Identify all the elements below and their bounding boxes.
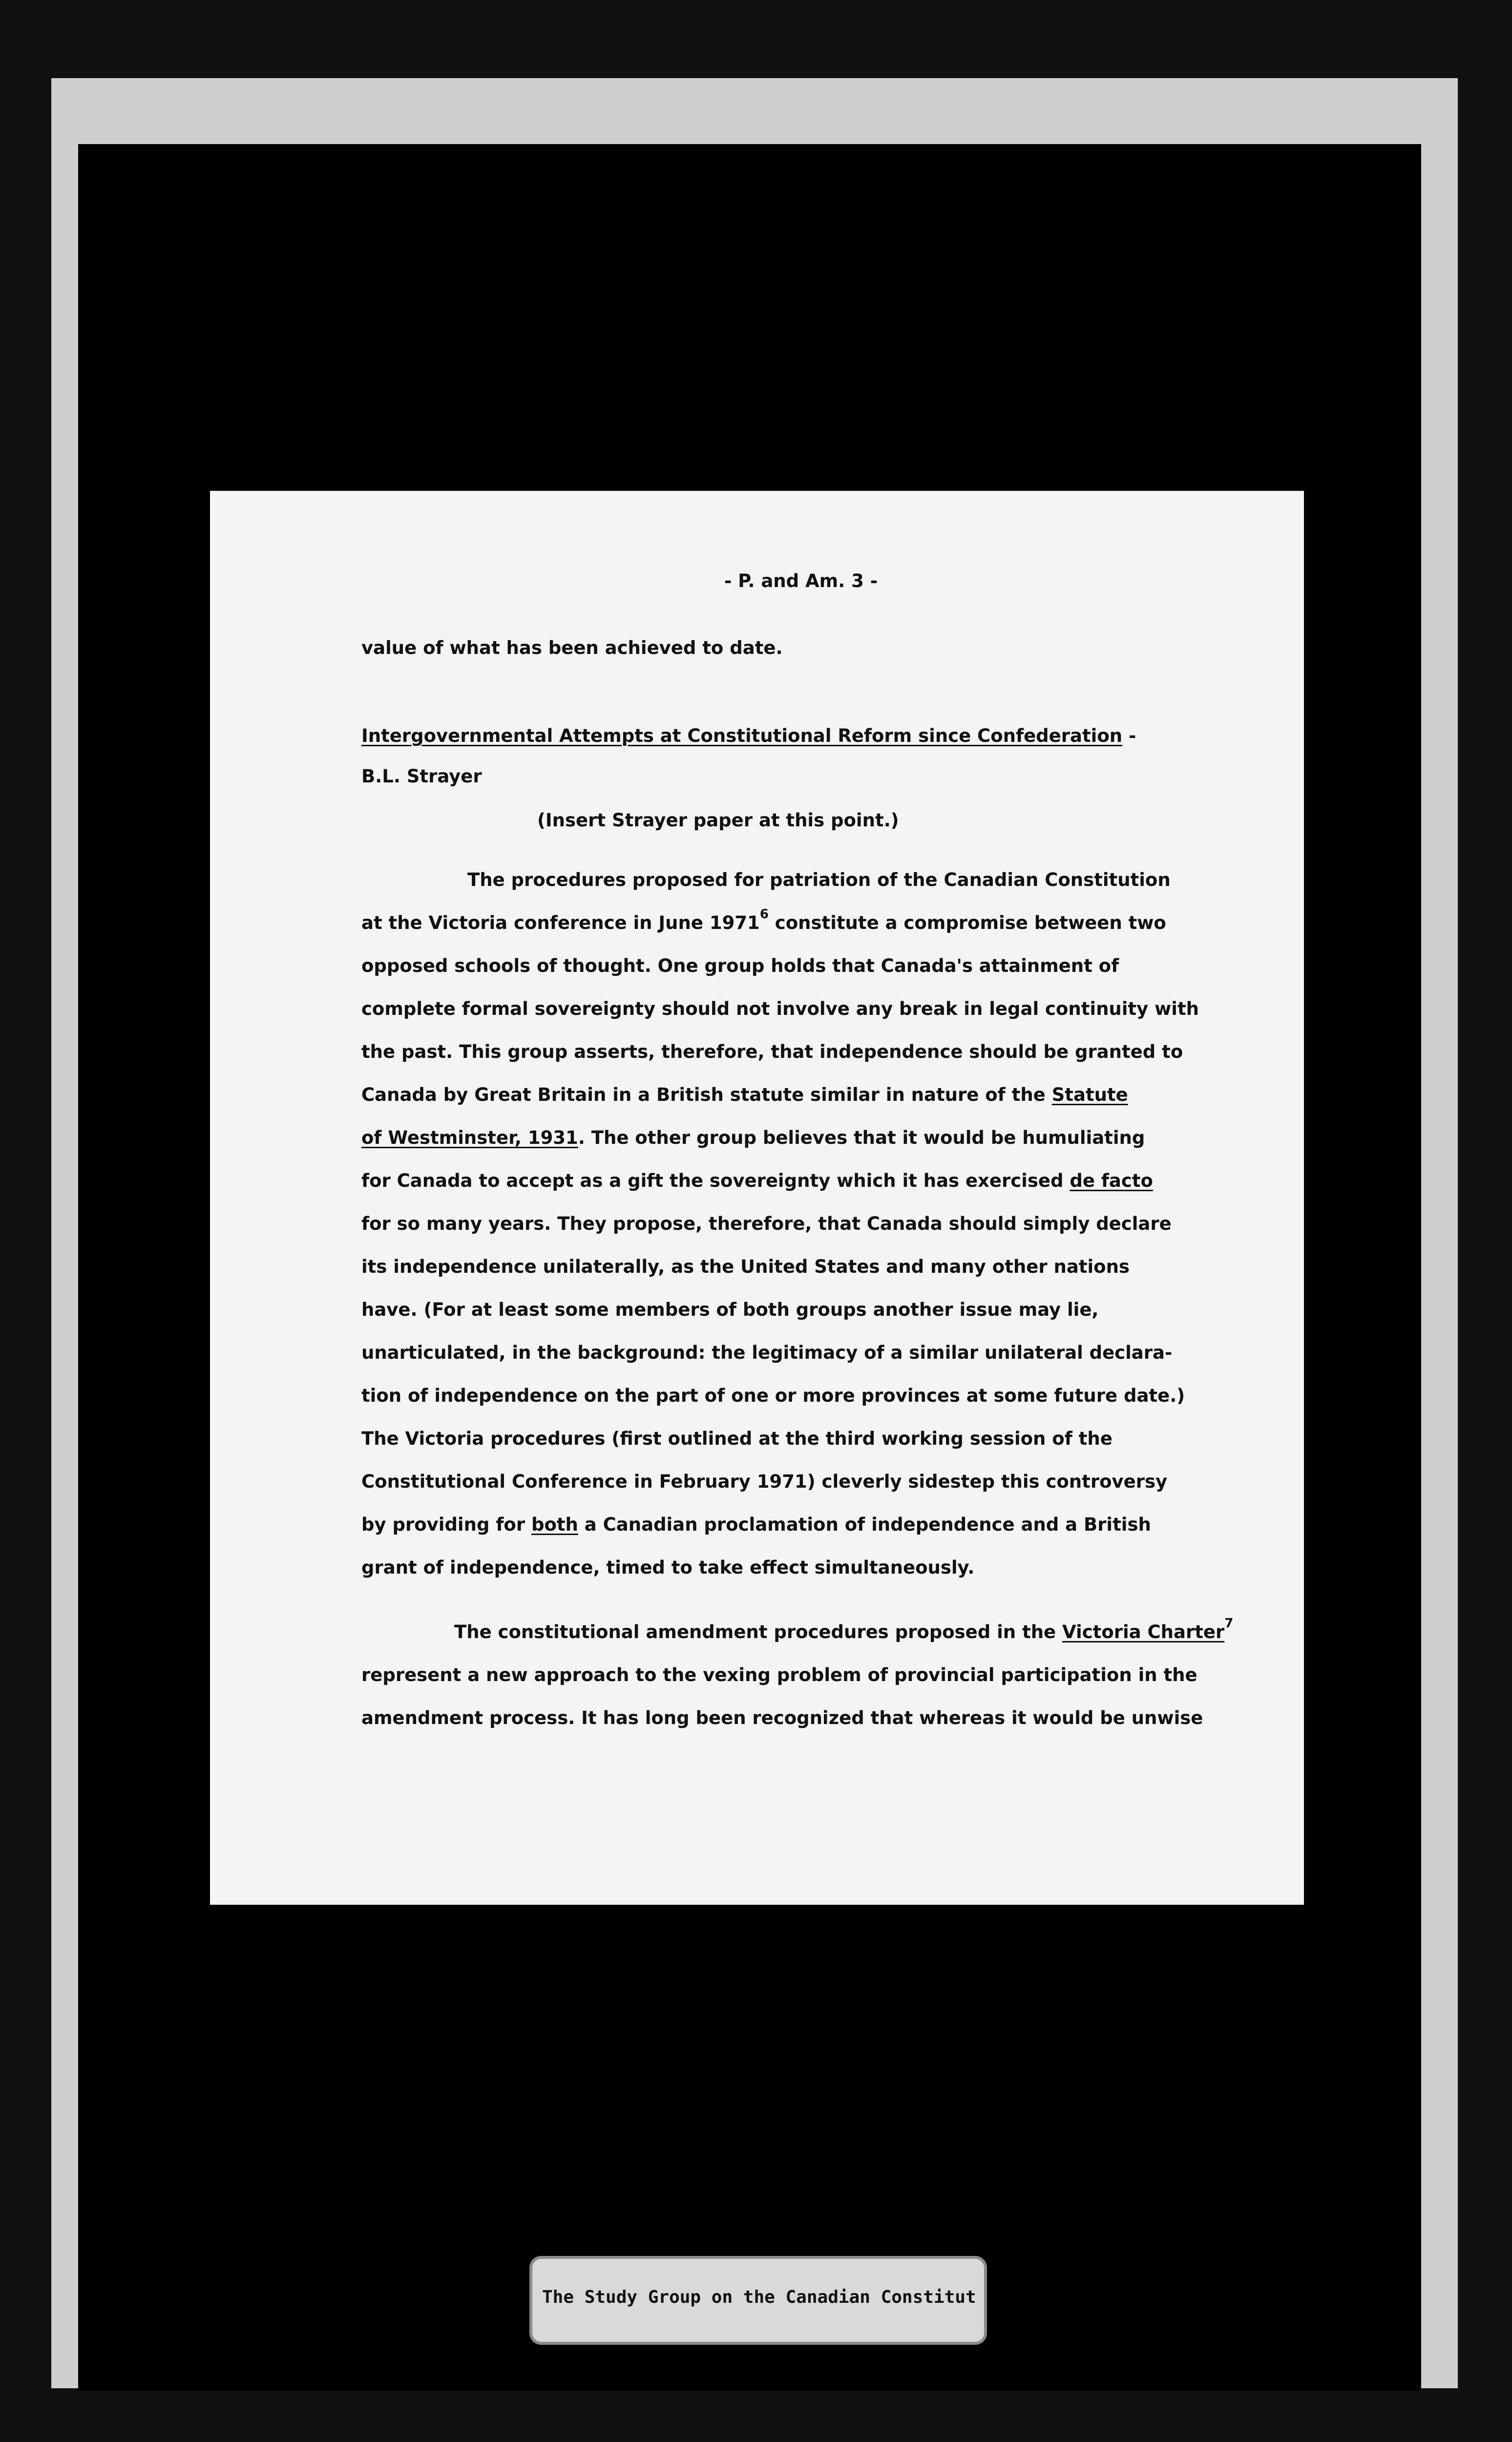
paragraph-2-line: The constitutional amendment procedures proposed in the Victoria Charter$^7$ xyxy=(454,1616,1234,1642)
paragraph-1-line: The procedures proposed for patriation of the Canadian Constitution xyxy=(467,869,1171,890)
paragraph-1-line: The Victoria procedures (first outlined at the third working session of the xyxy=(361,1428,1113,1449)
page-header: - P. and Am. 3 - xyxy=(724,570,878,591)
archive-label-text: The Study Group on the Canadian Constitut xyxy=(542,2287,976,2307)
underlined-statute-cont: of Westminster, 1931 xyxy=(361,1127,578,1148)
underlined-both: both xyxy=(531,1514,578,1535)
archive-label xyxy=(532,2259,984,2342)
paragraph-1-line: at the Victoria conference in June 1971$^6$ constitute a compromise between two xyxy=(361,907,1166,933)
paragraph-1-line: its independence unilaterally, as the United States and many other nations xyxy=(361,1256,1130,1277)
paragraph-1-line: Constitutional Conference in February 1971) cleverly sidestep this controversy xyxy=(361,1471,1168,1492)
paragraph-2-line: amendment process. It has long been recognized that whereas it would be unwise xyxy=(361,1707,1203,1728)
paragraph-1-line: by providing for both a Canadian proclamation of independence and a British xyxy=(361,1514,1151,1535)
footnote-marker-7: 7 xyxy=(1224,1616,1234,1631)
heading-title: Intergovernmental Attempts at Constitutional Reform since Confederation xyxy=(361,725,1123,746)
document-text xyxy=(361,491,1240,1905)
underlined-de-facto: de facto xyxy=(1070,1170,1153,1191)
paragraph-1-line: the past. This group asserts, therefore, that independence should be granted to xyxy=(361,1041,1183,1062)
section-heading xyxy=(361,725,1136,747)
opening-line: value of what has been achieved to date. xyxy=(361,637,783,658)
paragraph-1-line: of Westminster, 1931. The other group believes that it would be humuliating xyxy=(361,1127,1145,1148)
paragraph-1-line: for Canada to accept as a gift the sovereignty which it has exercised de facto xyxy=(361,1170,1153,1191)
heading-dash: - xyxy=(1128,725,1136,746)
underlined-statute: Statute xyxy=(1051,1084,1128,1105)
paragraph-1-line: Canada by Great Britain in a British statute similar in nature of the Statute xyxy=(361,1084,1128,1105)
paragraph-1-line: grant of independence, timed to take effect simultaneously. xyxy=(361,1557,975,1578)
heading-author: B.L. Strayer xyxy=(361,766,482,787)
document-page xyxy=(210,491,1304,1905)
paragraph-1-line: unarticulated, in the background: the legitimacy of a similar unilateral declara- xyxy=(361,1342,1173,1363)
paragraph-1-line: for so many years. They propose, therefore, that Canada should simply declare xyxy=(361,1213,1172,1234)
paragraph-1-line: tion of independence on the part of one or more provinces at some future date.) xyxy=(361,1385,1185,1406)
insert-note: (Insert Strayer paper at this point.) xyxy=(537,810,899,831)
paragraph-1-line: have. (For at least some members of both groups another issue may lie, xyxy=(361,1299,1099,1320)
underlined-victoria-charter: Victoria Charter xyxy=(1062,1621,1225,1642)
paragraph-2-line: represent a new approach to the vexing problem of provincial participation in the xyxy=(361,1664,1197,1685)
paragraph-1-line: complete formal sovereignty should not involve any break in legal continuity with xyxy=(361,998,1199,1019)
paragraph-1-line: opposed schools of thought. One group holds that Canada's attainment of xyxy=(361,955,1119,976)
footnote-marker-6: 6 xyxy=(759,907,769,922)
